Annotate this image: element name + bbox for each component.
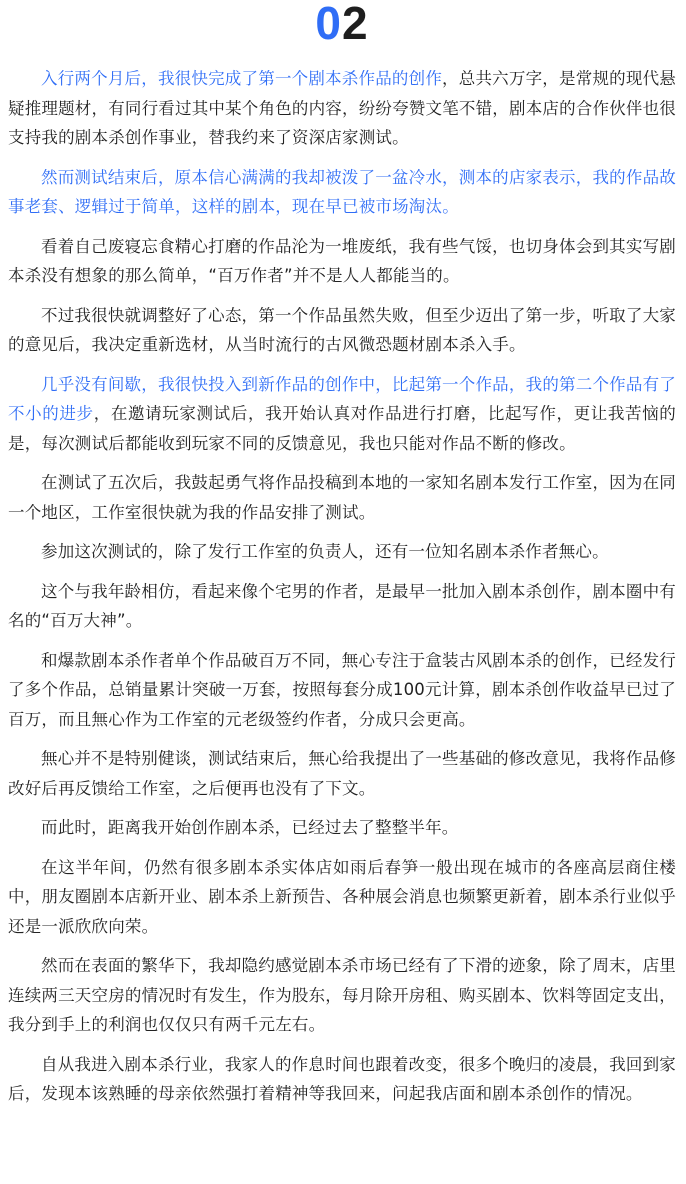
paragraph-10-text: 無心并不是特别健谈，测试结束后，無心给我提出了一些基础的修改意见，我将作品修改好后再反馈给工作室，之后便再也没有了下文。	[8, 749, 676, 798]
paragraph-2-highlight: 然而测试结束后，原本信心满满的我却被泼了一盆冷水，测本的店家表示，我的作品故事老套、逻辑过于简单，这样的剧本，现在早已被市场淘汰。	[8, 167, 676, 216]
paragraph-6-text: 在测试了五次后，我鼓起勇气将作品投稿到本地的一家知名剧本发行工作室，因为在同一个地区，工作室很快就为我的作品安排了测试。	[8, 473, 676, 522]
paragraph-2	[8, 163, 676, 222]
article-body	[8, 64, 676, 1109]
paragraph-11-text: 而此时，距离我开始创作剧本杀，已经过去了整整半年。	[41, 818, 459, 837]
paragraph-5	[8, 370, 676, 459]
paragraph-12-text: 在这半年间，仍然有很多剧本杀实体店如雨后春笋一般出现在城市的各座高层商住楼中，朋友圈剧本店新开业、剧本杀上新预告、各种展会消息也频繁更新着，剧本杀行业似乎还是一派欣欣向荣。	[8, 857, 676, 936]
paragraph-5-text: ，在邀请玩家测试后，我开始认真对作品进行打磨，比起写作，更让我苦恼的是，每次测试后都能收到玩家不同的反馈意见，我也只能对作品不断的修改。	[8, 404, 676, 453]
paragraph-5-highlight: 几乎没有间歇，我很快投入到新作品的创作中，比起第一个作品，我的第二个作品有了不小的进步	[8, 374, 676, 423]
paragraph-1-highlight: 入行两个月后，我很快完成了第一个剧本杀作品的创作	[41, 69, 443, 88]
paragraph-6	[8, 468, 676, 527]
paragraph-3	[8, 232, 676, 291]
paragraph-14	[8, 1050, 676, 1109]
paragraph-4	[8, 301, 676, 360]
section-number-rest: 2	[342, 0, 369, 49]
section-number-first: 0	[315, 0, 342, 49]
paragraph-12	[8, 853, 676, 942]
paragraph-14-text: 自从我进入剧本杀行业，我家人的作息时间也跟着改变，很多个晚归的凌晨，我回到家后，发现本该熟睡的母亲依然强打着精神等我回来，问起我店面和剧本杀创作的情况。	[8, 1054, 676, 1103]
paragraph-4-text: 不过我很快就调整好了心态，第一个作品虽然失败，但至少迈出了第一步，听取了大家的意见后，我决定重新选材，从当时流行的古风微恐题材剧本杀入手。	[8, 305, 676, 354]
paragraph-9-text: 和爆款剧本杀作者单个作品破百万不同，無心专注于盒装古风剧本杀的创作，已经发行了多个作品，总销量累计突破一万套，按照每套分成100元计算，剧本杀创作收益早已过了百万，而且無心作为工作室的元老级签约作者，分成只会更高。	[8, 650, 676, 729]
paragraph-13	[8, 951, 676, 1040]
section-number	[8, 0, 676, 49]
paragraph-13-text: 然而在表面的繁华下，我却隐约感觉剧本杀市场已经有了下滑的迹象，除了周末，店里连续两三天空房的情况时有发生，作为股东，每月除开房租、购买剧本、饮料等固定支出，我分到手上的利润也仅仅只有两千元左右。	[8, 956, 676, 1034]
paragraph-3-text: 看着自己废寝忘食精心打磨的作品沦为一堆废纸，我有些气馁，也切身体会到其实写剧本杀没有想象的那么简单，“百万作者”并不是人人都能当的。	[8, 236, 676, 285]
paragraph-1	[8, 64, 676, 153]
paragraph-10	[8, 744, 676, 803]
paragraph-7	[8, 537, 676, 567]
paragraph-8	[8, 577, 676, 636]
paragraph-8-text: 这个与我年龄相仿，看起来像个宅男的作者，是最早一批加入剧本杀创作，剧本圈中有名的“百万大神”。	[8, 581, 676, 630]
paragraph-7-text: 参加这次测试的，除了发行工作室的负责人，还有一位知名剧本杀作者無心。	[41, 542, 609, 561]
paragraph-11	[8, 813, 676, 843]
paragraph-9	[8, 646, 676, 735]
paragraph-1-text: ，总共六万字，是常规的现代悬疑推理题材，有同行看过其中某个角色的内容，纷纷夸赞文笔不错，剧本店的合作伙伴也很支持我的剧本杀创作事业，替我约来了资深店家测试。	[8, 69, 676, 147]
